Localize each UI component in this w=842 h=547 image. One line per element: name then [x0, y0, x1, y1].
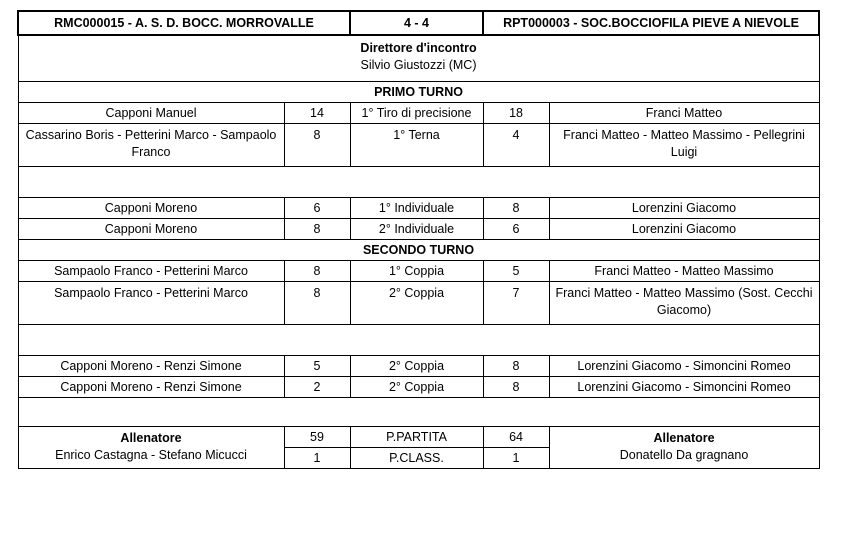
home-score: 5	[284, 356, 350, 377]
away-score: 4	[483, 124, 549, 167]
table-row	[18, 219, 819, 240]
home-players: Sampaolo Franco - Petterini Marco	[18, 261, 284, 282]
first-turn-title: PRIMO TURNO	[18, 82, 819, 103]
spacer-row	[18, 398, 819, 427]
home-players: Capponi Moreno	[18, 219, 284, 240]
director-name: Silvio Giustozzi (MC)	[360, 58, 477, 72]
spacer-row	[18, 325, 819, 356]
home-score: 8	[284, 124, 350, 167]
home-score: 6	[284, 198, 350, 219]
home-players: Capponi Moreno - Renzi Simone	[18, 377, 284, 398]
away-score: 8	[483, 377, 549, 398]
footer-row	[18, 427, 819, 448]
match-score: 4 - 4	[350, 11, 483, 35]
away-players: Lorenzini Giacomo	[549, 219, 819, 240]
event-name: 1° Individuale	[350, 198, 483, 219]
event-name: 2° Coppia	[350, 282, 483, 325]
home-score: 8	[284, 219, 350, 240]
away-score: 8	[483, 198, 549, 219]
match-points-label: P.PARTITA	[350, 427, 483, 448]
home-match-points: 59	[284, 427, 350, 448]
away-players: Franci Matteo - Matteo Massimo - Pellegrini Luigi	[549, 124, 819, 167]
event-name: 1° Coppia	[350, 261, 483, 282]
director-label: Direttore d'incontro	[360, 41, 477, 55]
away-players: Lorenzini Giacomo	[549, 198, 819, 219]
away-team: RPT000003 - SOC.BOCCIOFILA PIEVE A NIEVOLE	[483, 11, 819, 35]
event-name: 1° Tiro di precisione	[350, 103, 483, 124]
director-row	[18, 35, 819, 82]
turn-row	[18, 240, 819, 261]
home-score: 2	[284, 377, 350, 398]
home-score: 14	[284, 103, 350, 124]
header-row	[18, 11, 819, 35]
spacer-row	[18, 167, 819, 198]
away-coach-label: Allenatore	[653, 431, 715, 445]
away-score: 7	[483, 282, 549, 325]
away-coach: Donatello Da gragnano	[619, 448, 749, 462]
away-players: Franci Matteo	[549, 103, 819, 124]
table-row	[18, 103, 819, 124]
home-players: Sampaolo Franco - Petterini Marco	[18, 282, 284, 325]
table-row	[18, 198, 819, 219]
away-players: Lorenzini Giacomo - Simoncini Romeo	[549, 377, 819, 398]
match-report-table	[17, 10, 820, 469]
second-turn-title: SECONDO TURNO	[18, 240, 819, 261]
away-players: Franci Matteo - Matteo Massimo (Sost. Cecchi Giacomo)	[549, 282, 819, 325]
event-name: 2° Coppia	[350, 356, 483, 377]
table-row	[18, 261, 819, 282]
away-players: Lorenzini Giacomo - Simoncini Romeo	[549, 356, 819, 377]
away-players: Franci Matteo - Matteo Massimo	[549, 261, 819, 282]
away-match-points: 64	[483, 427, 549, 448]
home-coach-label: Allenatore	[120, 431, 182, 445]
home-score: 8	[284, 282, 350, 325]
event-name: 2° Individuale	[350, 219, 483, 240]
away-score: 5	[483, 261, 549, 282]
away-score: 18	[483, 103, 549, 124]
table-row	[18, 356, 819, 377]
home-players: Capponi Moreno	[18, 198, 284, 219]
away-score: 6	[483, 219, 549, 240]
table-row	[18, 282, 819, 325]
away-score: 8	[483, 356, 549, 377]
home-score: 8	[284, 261, 350, 282]
class-points-label: P.CLASS.	[350, 448, 483, 469]
event-name: 1° Terna	[350, 124, 483, 167]
home-class-points: 1	[284, 448, 350, 469]
home-team: RMC000015 - A. S. D. BOCC. MORROVALLE	[18, 11, 350, 35]
turn-row	[18, 82, 819, 103]
home-coach: Enrico Castagna - Stefano Micucci	[55, 448, 247, 462]
table-row	[18, 124, 819, 167]
home-players: Cassarino Boris - Petterini Marco - Sampaolo Franco	[18, 124, 284, 167]
away-class-points: 1	[483, 448, 549, 469]
event-name: 2° Coppia	[350, 377, 483, 398]
table-row	[18, 377, 819, 398]
home-players: Capponi Manuel	[18, 103, 284, 124]
home-players: Capponi Moreno - Renzi Simone	[18, 356, 284, 377]
